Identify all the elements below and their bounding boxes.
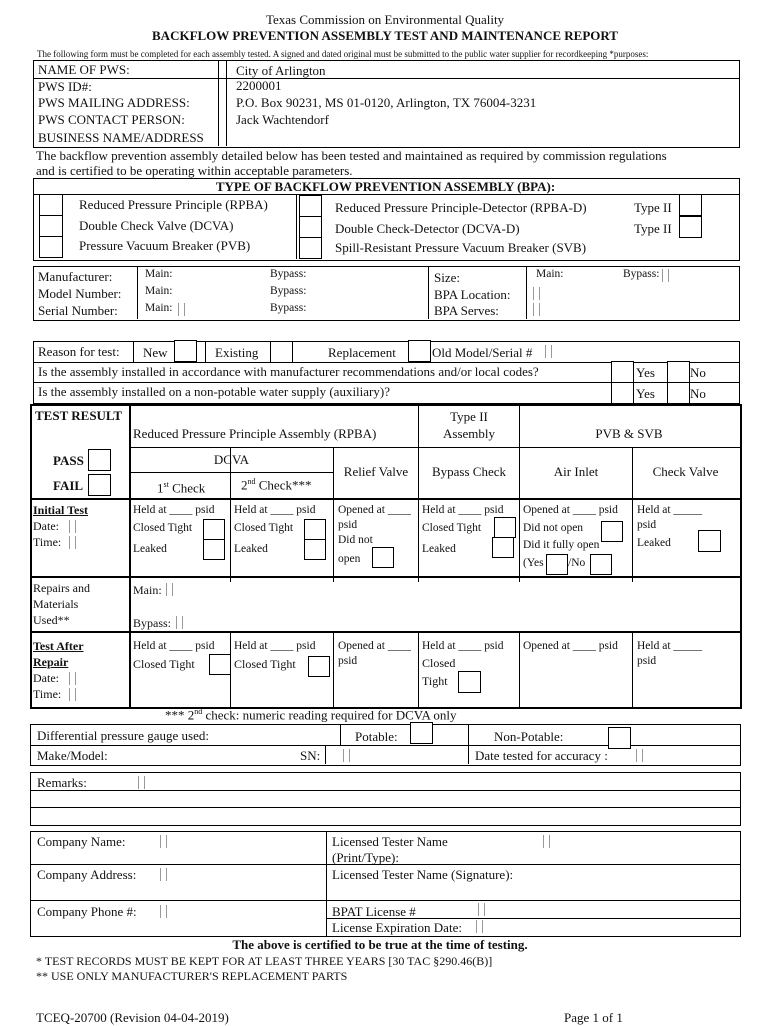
tester-name-label-line1: Licensed Tester Name (332, 834, 448, 849)
after-second-check-held-at[interactable]: Held at ____ psid (234, 640, 316, 652)
pws-contact-value[interactable]: Jack Wachtendorf (236, 112, 329, 127)
question-non-potable: Is the assembly installed on a non-potable water supply (auxiliary)? (38, 384, 390, 399)
air-inlet-did-not-open: Did not open (523, 522, 584, 534)
form-id: TCEQ-20700 (Revision 04-04-2019) (36, 1010, 229, 1025)
after-air-inlet-opened-at[interactable]: Opened at ____ psid (523, 640, 618, 652)
bypass-held-at[interactable]: Held at ____ psid (422, 504, 504, 516)
pws-name-label: NAME OF PWS: (38, 62, 130, 77)
reason-replacement-label: Replacement (328, 345, 396, 360)
pws-contact-label: PWS CONTACT PERSON: (38, 112, 185, 127)
codes-no-checkbox[interactable] (667, 361, 690, 383)
nonpotable-no-checkbox[interactable] (667, 382, 690, 404)
first-check-closed-tight: Closed Tight (133, 522, 193, 534)
initial-test-label: Initial Test (33, 503, 89, 517)
after-relief-psid: psid (338, 655, 358, 667)
nonpotable-yes-checkbox[interactable] (611, 382, 634, 404)
form-title: BACKFLOW PREVENTION ASSEMBLY TEST AND MAINTENANCE REPORT (152, 28, 618, 43)
certified-statement: The above is certified to be true at the time of testing. (232, 937, 528, 952)
sn-field[interactable] (343, 749, 350, 762)
gauge-potable-label: Potable: (355, 729, 398, 744)
remarks-section (30, 772, 741, 826)
company-address-label: Company Address: (37, 867, 137, 882)
codes-no-label: No (690, 365, 706, 380)
size-bypass-field[interactable] (662, 269, 669, 282)
old-model-serial-label: Old Model/Serial # (432, 345, 533, 360)
tester-signature-label: Licensed Tester Name (Signature): (332, 867, 514, 882)
second-check-leaked: Leaked (234, 543, 268, 555)
relief-open: open (338, 553, 361, 565)
fail-checkbox[interactable] (88, 474, 111, 496)
first-check-heading: 1st Check (157, 480, 206, 496)
sn-label: SN: (300, 748, 321, 763)
codes-yes-label: Yes (636, 365, 655, 380)
rpbad-checkbox[interactable] (299, 195, 322, 217)
pws-id-value[interactable]: 2200001 (236, 78, 282, 93)
date-tested-field[interactable] (636, 749, 643, 762)
manufacturer-main-label: Main: (145, 268, 173, 280)
svb-checkbox[interactable] (299, 237, 322, 259)
nonpotable-no-label: No (690, 386, 706, 401)
relief-opened-at[interactable]: Opened at ____ (338, 504, 411, 516)
after-first-check-closed-tight-checkbox[interactable] (209, 654, 231, 675)
agency-name: Texas Commission on Environmental Quality (265, 12, 505, 27)
after-bypass-closed: Closed (422, 656, 456, 670)
initial-time-label: Time: (33, 535, 62, 549)
company-address-field[interactable] (160, 868, 167, 881)
relief-did-not: Did not (338, 534, 373, 546)
bypass-leaked-checkbox[interactable] (492, 537, 514, 558)
relief-did-not-open-checkbox[interactable] (372, 547, 394, 568)
repairs-main-field[interactable] (166, 583, 173, 596)
size-main-label: Main: (536, 268, 564, 280)
make-model-label: Make/Model: (37, 748, 108, 763)
initial-date-label: Date: (33, 519, 59, 533)
pass-checkbox[interactable] (88, 449, 111, 471)
check-valve-held-at[interactable]: Held at _____ (637, 504, 703, 516)
second-check-footnote: *** 2nd check: numeric reading required for DCVA only (165, 707, 457, 723)
after-bypass-closed-tight-checkbox[interactable] (458, 671, 481, 693)
first-check-closed-tight-checkbox[interactable] (203, 519, 225, 540)
repairs-label-line1: Repairs and (33, 581, 90, 595)
remarks-label: Remarks: (37, 775, 87, 790)
reason-label: Reason for test: (38, 344, 120, 359)
dcva-column-heading: DCVA (213, 452, 250, 467)
date-tested-label: Date tested for accuracy : (475, 748, 608, 763)
company-name-label: Company Name: (37, 834, 126, 849)
certification-statement-line1: The backflow prevention assembly detailed below has been tested and maintained as required by commission regulations (36, 148, 667, 163)
pass-label: PASS (53, 453, 84, 468)
relief-psid: psid (338, 519, 358, 531)
serial-number-label: Serial Number: (38, 303, 118, 318)
business-name-label: BUSINESS NAME/ADDRESS (38, 130, 204, 145)
gauge-non-potable-checkbox[interactable] (608, 727, 631, 749)
initial-time-field[interactable] (69, 536, 76, 549)
second-check-closed-tight-checkbox[interactable] (304, 519, 326, 540)
first-check-leaked: Leaked (133, 543, 167, 555)
air-inlet-fully-open: Did it fully open (523, 539, 600, 551)
repairs-label-line3: Used** (33, 613, 70, 627)
type2-column-heading-line1: Type II (450, 409, 488, 424)
model-number-label: Model Number: (38, 286, 122, 301)
relief-valve-heading: Relief Valve (343, 464, 409, 479)
license-expiration-field[interactable] (476, 920, 483, 933)
pws-id-label: PWS ID#: (38, 79, 92, 94)
model-main-label: Main: (145, 285, 173, 297)
initial-date-field[interactable] (69, 520, 76, 533)
company-phone-label: Company Phone #: (37, 904, 137, 919)
manufacturer-bypass-label: Bypass: (270, 268, 307, 280)
bypass-leaked: Leaked (422, 543, 456, 555)
pws-address-value[interactable]: P.O. Box 90231, MS 01-0120, Arlington, TX 76004-3231 (236, 95, 537, 110)
fail-label: FAIL (53, 478, 84, 493)
pvb-label: Pressure Vacuum Breaker (PVB) (79, 238, 251, 253)
gauge-non-potable-label: Non-Potable: (494, 729, 564, 744)
rpbad-type2-label: Type II (634, 200, 672, 215)
nonpotable-yes-label: Yes (636, 386, 655, 401)
remarks-field[interactable] (138, 776, 145, 789)
after-date-field[interactable] (69, 672, 76, 685)
size-bypass-label: Bypass: (623, 268, 660, 280)
reason-new-label: New (143, 345, 168, 360)
after-bypass-held-at[interactable]: Held at ____ psid (422, 640, 504, 652)
type2-column-heading-line2: Assembly (443, 426, 495, 441)
license-expiration-label: License Expiration Date: (332, 920, 462, 935)
second-check-closed-tight: Closed Tight (234, 522, 294, 534)
certification-statement-line2: and is certified to be operating within acceptable parameters. (36, 163, 353, 178)
tester-name-field[interactable] (543, 835, 550, 848)
repairs-label-line2: Materials (33, 597, 79, 611)
after-relief-opened-at[interactable]: Opened at ____ (338, 640, 411, 652)
codes-yes-checkbox[interactable] (611, 361, 634, 383)
check-valve-psid: psid (637, 519, 657, 531)
air-inlet-yes: (Yes (523, 557, 544, 569)
reason-existing-checkbox[interactable] (270, 341, 293, 363)
svb-label: Spill-Resistant Pressure Vacuum Breaker (SVB) (335, 240, 587, 255)
second-check-held-at[interactable]: Held at ____ psid (234, 504, 316, 516)
bpat-license-field[interactable] (478, 903, 485, 916)
page-number: Page 1 of 1 (564, 1010, 623, 1025)
rpba-checkbox[interactable] (39, 194, 63, 216)
reason-replacement-checkbox[interactable] (408, 340, 431, 362)
air-inlet-heading: Air Inlet (553, 464, 599, 479)
repairs-main-label: Main: (133, 583, 162, 597)
bpa-serves-field[interactable] (533, 303, 540, 316)
tester-name-label-line2: (Print/Type): (332, 850, 399, 865)
form-notice: The following form must be completed for each assembly tested. A signed and dated original must be submitted to the public water supplier for recordkeeping *purposes: (37, 49, 649, 59)
after-check-valve-held-at[interactable]: Held at _____ (637, 640, 703, 652)
question-codes: Is the assembly installed in accordance with manufacturer recommendations and/or local codes? (38, 364, 539, 379)
second-check-heading: 2nd Check*** (241, 477, 312, 493)
test-after-label-line1: Test After (33, 639, 84, 653)
parts-note: ** USE ONLY MANUFACTURER'S REPLACEMENT PARTS (36, 969, 348, 983)
records-note: * TEST RECORDS MUST BE KEPT FOR AT LEAST THREE YEARS [30 TAC §290.46(B)] (36, 954, 493, 968)
bpa-location-label: BPA Location: (434, 287, 511, 302)
dcvad-checkbox[interactable] (299, 216, 322, 238)
pws-address-label: PWS MAILING ADDRESS: (38, 95, 190, 110)
dcva-label: Double Check Valve (DCVA) (79, 218, 234, 233)
check-valve-leaked: Leaked (637, 537, 671, 549)
dcvad-type2-checkbox[interactable] (679, 216, 702, 238)
bpa-type-heading: TYPE OF BACKFLOW PREVENTION ASSEMBLY (BPA): (215, 179, 556, 194)
bypass-closed-tight-checkbox[interactable] (494, 517, 516, 538)
rpbad-type2-checkbox[interactable] (679, 194, 702, 216)
old-model-serial-field[interactable] (545, 345, 552, 358)
dcvad-type2-label: Type II (634, 221, 672, 236)
pvb-svb-column-heading: PVB & SVB (595, 426, 663, 441)
after-check-valve-psid: psid (637, 655, 657, 667)
bypass-check-heading: Bypass Check (431, 464, 507, 479)
check-valve-heading: Check Valve (652, 464, 719, 479)
reason-existing-label: Existing (215, 345, 259, 360)
air-inlet-no-checkbox[interactable] (590, 554, 612, 575)
reason-new-checkbox[interactable] (174, 340, 197, 362)
after-second-check-closed-tight-checkbox[interactable] (308, 656, 330, 677)
size-label: Size: (434, 270, 460, 285)
rpba-column-heading: Reduced Pressure Principle Assembly (RPBA) (133, 426, 377, 441)
test-result-heading: TEST RESULT (35, 408, 123, 423)
first-check-leaked-checkbox[interactable] (203, 539, 225, 560)
bpa-serves-label: BPA Serves: (434, 303, 499, 318)
serial-main-label: Main: (145, 302, 173, 314)
serial-bypass-label: Bypass: (270, 302, 307, 314)
after-time-field[interactable] (69, 688, 76, 701)
serial-main-field[interactable] (178, 303, 185, 316)
bypass-closed-tight: Closed Tight (422, 522, 482, 534)
dcvad-label: Double Check-Detector (DCVA-D) (335, 221, 520, 236)
model-bypass-label: Bypass: (270, 285, 307, 297)
bpat-license-label: BPAT License # (332, 904, 416, 919)
after-time-label: Time: (33, 687, 62, 701)
rpba-label: Reduced Pressure Principle (RPBA) (79, 197, 268, 212)
after-bypass-tight: Tight (422, 674, 448, 688)
after-first-check-closed-tight: Closed Tight (133, 657, 195, 671)
after-second-check-closed-tight: Closed Tight (234, 657, 296, 671)
air-inlet-no: /No (568, 557, 586, 569)
bpa-location-field[interactable] (533, 287, 540, 300)
company-name-field[interactable] (160, 835, 167, 848)
first-check-held-at[interactable]: Held at ____ psid (133, 504, 215, 516)
air-inlet-did-not-open-checkbox[interactable] (601, 521, 623, 542)
after-date-label: Date: (33, 671, 59, 685)
after-first-check-held-at[interactable]: Held at ____ psid (133, 640, 215, 652)
test-after-label-line2: Repair (33, 655, 69, 669)
gauge-potable-checkbox[interactable] (410, 722, 433, 744)
pws-name-value[interactable]: City of Arlington (236, 63, 326, 78)
check-valve-leaked-checkbox[interactable] (698, 530, 721, 552)
manufacturer-label: Manufacturer: (38, 269, 113, 284)
pvb-checkbox[interactable] (39, 236, 63, 258)
air-inlet-opened-at[interactable]: Opened at ____ psid (523, 504, 618, 516)
second-check-leaked-checkbox[interactable] (304, 539, 326, 560)
rpbad-label: Reduced Pressure Principle-Detector (RPBA-D) (335, 200, 587, 215)
company-phone-field[interactable] (160, 905, 167, 918)
gauge-label: Differential pressure gauge used: (37, 728, 209, 743)
air-inlet-yes-checkbox[interactable] (546, 554, 568, 575)
repairs-bypass-label: Bypass: (133, 616, 172, 630)
repairs-bypass-field[interactable] (176, 616, 183, 629)
dcva-checkbox[interactable] (39, 215, 63, 237)
